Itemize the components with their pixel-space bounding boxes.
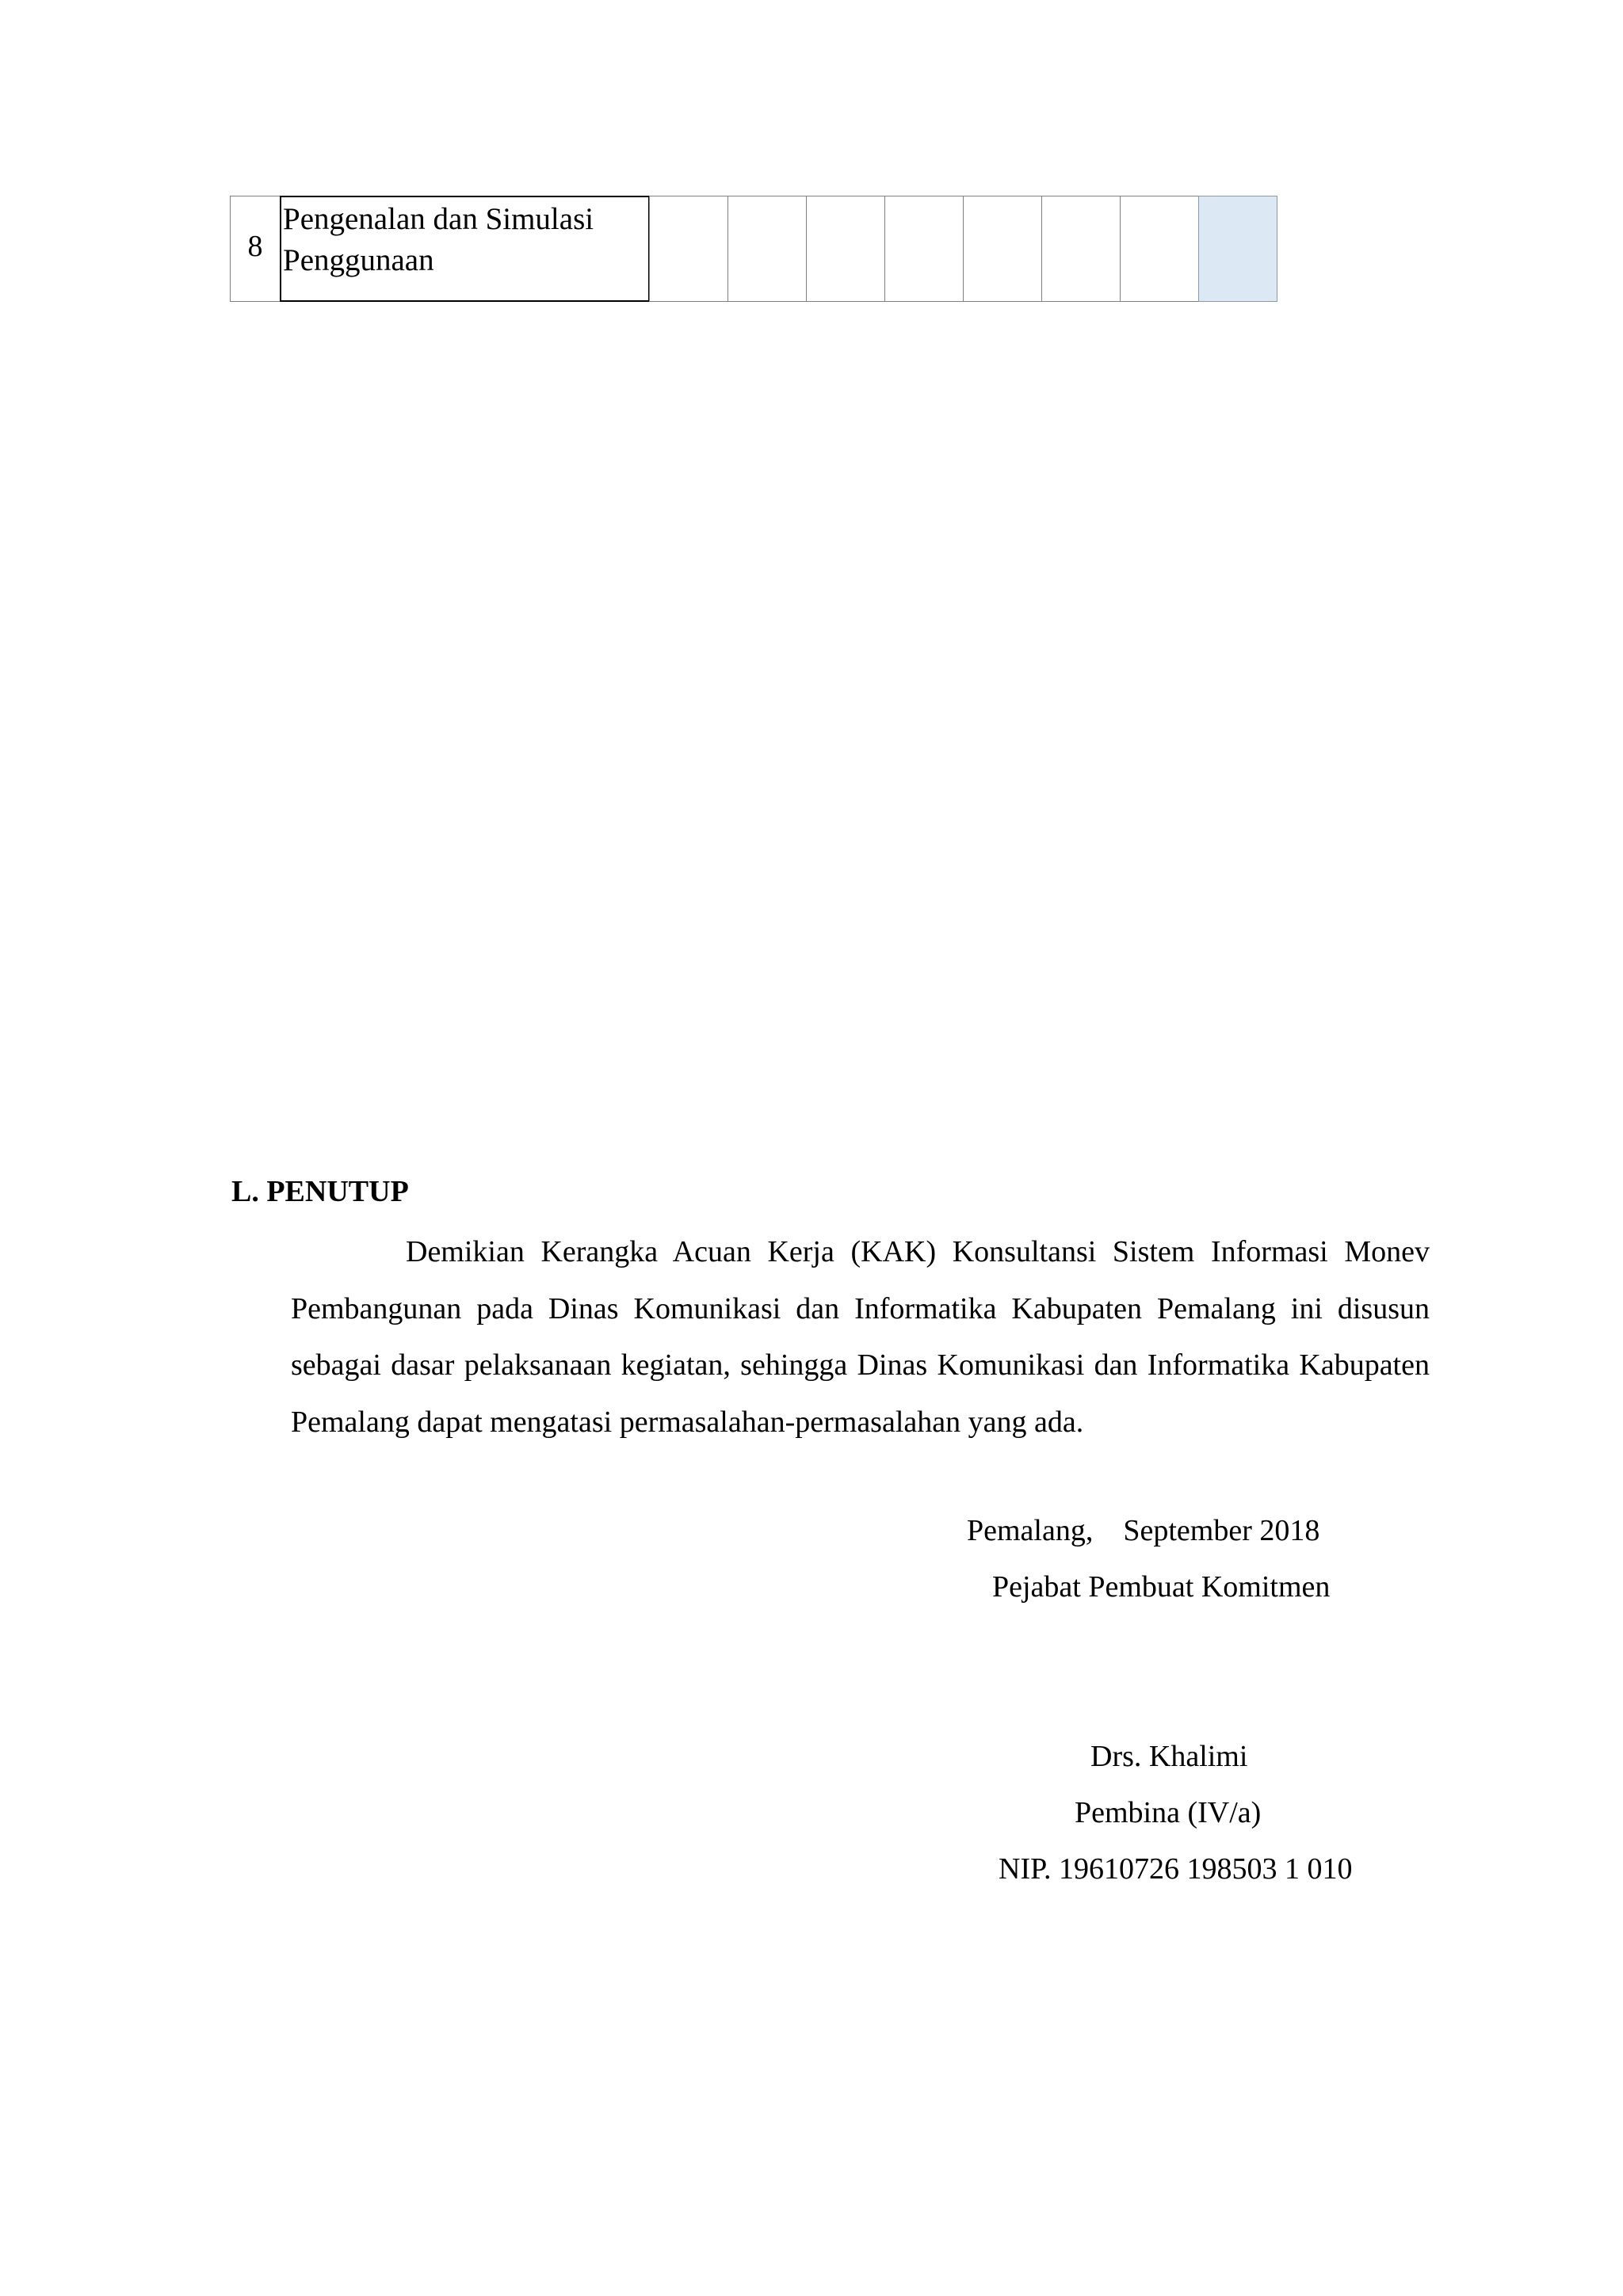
closing-paragraph: Demikian Kerangka Acuan Kerja (KAK) Konsultansi Sistem Informasi Monev Pembangunan pada Dinas Komunikasi dan Informatika Kabupaten Pemalang ini disusun sebagai dasar pelaksanaan kegiatan, sehingga Dinas Komunikasi dan Informatika Kabupaten Pemalang dapat mengatasi permasalahan-permasalahan yang ada. — [291, 1235, 1430, 1439]
signature-position: Pejabat Pembuat Komitmen — [992, 1570, 1331, 1604]
schedule-table-row — [230, 196, 1277, 302]
section-heading: L. PENUTUP — [231, 1175, 409, 1208]
month-cell — [1041, 196, 1121, 302]
signature-rank: Pembina (IV/a) — [1075, 1796, 1262, 1829]
signature-nip: NIP. 19610726 198503 1 010 — [999, 1852, 1353, 1886]
signature-place-date: Pemalang, September 2018 — [967, 1514, 1320, 1547]
month-cell — [1120, 196, 1199, 302]
month-cell — [963, 196, 1042, 302]
month-cell — [806, 196, 885, 302]
month-cell — [884, 196, 964, 302]
month-cell — [649, 196, 728, 302]
row-number-cell: 8 — [230, 196, 281, 302]
month-cell — [727, 196, 807, 302]
month-cell-scheduled — [1198, 196, 1277, 302]
signature-name: Drs. Khalimi — [1090, 1740, 1248, 1773]
task-name-cell: Pengenalan dan Simulasi Penggunaan — [280, 196, 650, 302]
